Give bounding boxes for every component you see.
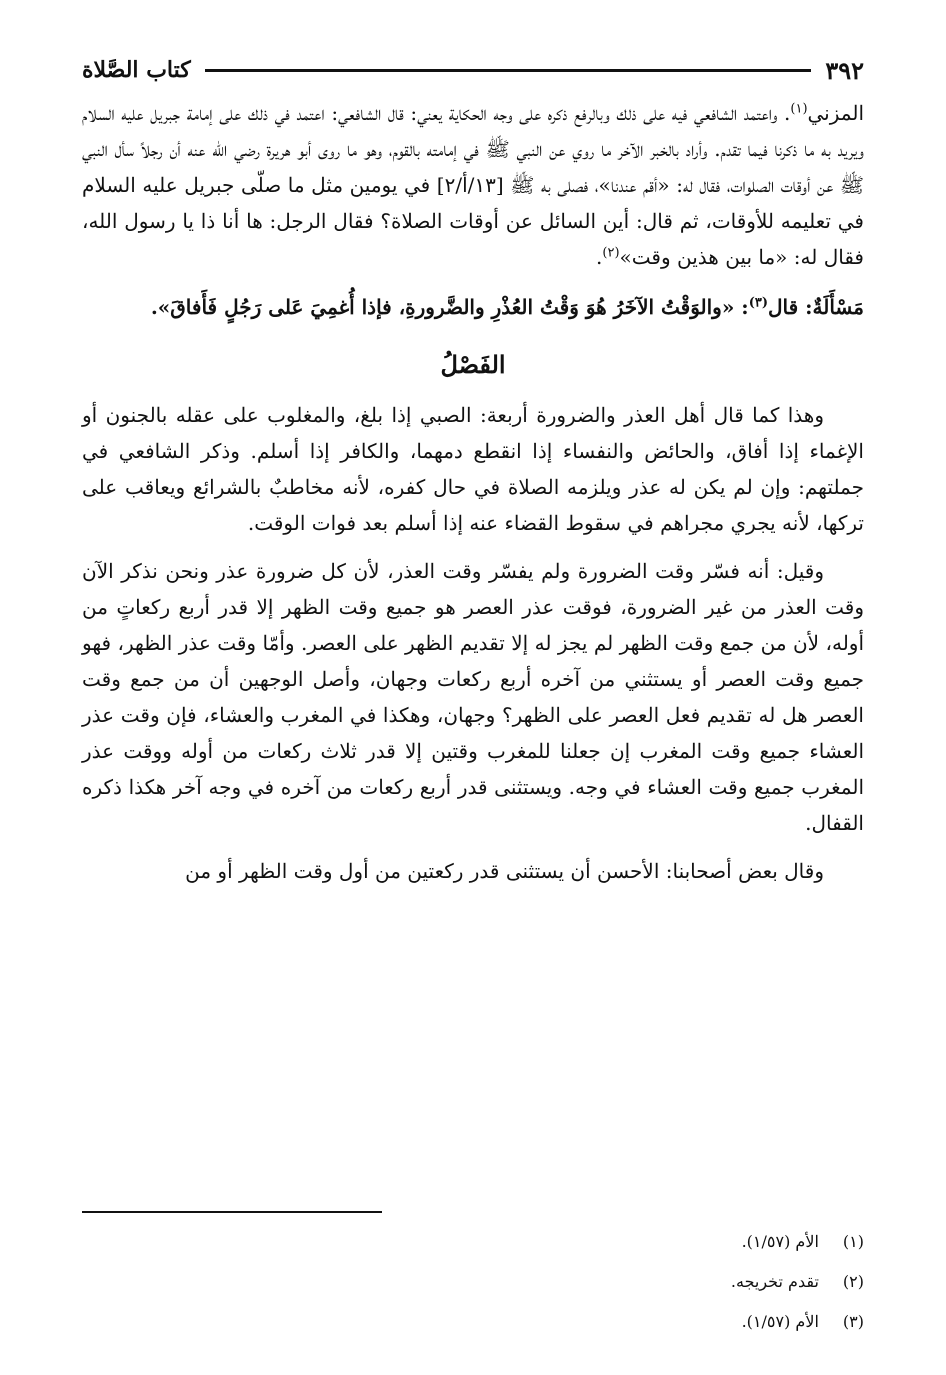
paragraph-4: وقال بعض أصحابنا: الأحسن أن يستثنى قدر ركعتين من أول وقت الظهر أو من (185, 859, 824, 883)
footnote-ref-2[interactable]: (٢) (602, 245, 620, 261)
footnote-ref-3[interactable]: (٣) (748, 295, 768, 311)
footnote-text: الأم (١/٥٧). (741, 1232, 819, 1251)
masala-label: مَسْأَلَةٌ: (805, 295, 864, 319)
masala-paragraph: مَسْأَلَةٌ: قال$^{(٣)}$: «والوَقْتُ الآخَرُ هُوَ وَقْتُ العُذْرِ والضَّرورةِ، فإذا أُغمِيَ عَلى رَجُلٍ فَأَفاقَ». (150, 295, 864, 319)
footnote-ref-1[interactable]: (١) (790, 101, 808, 117)
section-title: الفَصْلُ (440, 350, 506, 379)
footnote-number: (١) (842, 1232, 864, 1251)
paragraph-3: وقيل: أنه فسّر وقت الضرورة ولم يفسّر وقت العذر، لأن كل ضرورة عذر ونحن نذكر الآن وقت العذر من غير الضرورة، فوقت عذر العصر هو جميع وقت الظهر إلا قدر أربع ركعاتٍ من أوله، لأن من جمع وقت الظهر لم يجز له إلا تقديم الظهر على العصر. وأمّا وقت عذر الظهر، فهو جميع وقت العصر أو يستثني من آخره أربع ركعات وجهان، وأصل الوجهين أن من جمع وقت العصر هل له تقديم فعل العصر على الظهر؟ وجهان، وهكذا في المغرب والعشاء، فإن وقت عذر العشاء جميع وقت المغرب إن جعلنا للمغرب وقتين إلا قدر ثلاث ركعات من أوله ووقت عذر المغرب جميع وقت العشاء في وجه. ويستثنى قدر أربع ركعات من آخره في وجه آخر هكذا ذكره القفال. (82, 559, 864, 835)
footnote-text: الأم (١/٥٧). (741, 1312, 819, 1331)
page-header (82, 50, 864, 90)
footnote-3 (82, 1302, 864, 1342)
paragraph-2: وهذا كما قال أهل العذر والضرورة أربعة: الصبي إذا بلغ، والمغلوب على عقله بالجنون أو الإغماء إذا أفاق، والحائض والنفساء إذا انقطع دمهما، والكافر إذا أسلم. وذكر الشافعي في جملتهم: وإن لم يكن له عذر ويلزمه الصلاة في حال كفره، لأنه مخاطبٌ بالشرائع ويعاقب على تركها، لأنه يجري مجراهم في سقوط القضاء عنه إذا أسلم بعد فوات الوقت. (82, 403, 864, 535)
footnotes (82, 1222, 864, 1342)
paragraph-1: المزني$^{(١)}$. واعتمد الشافعي فيه على ذلك وبالرفع ذكره على وجه الحكاية يعني: قال الشافعي: اعتمد في ذلك على إمامة جبريل عليه السلام ويريد به ما ذكرنا فيما تقدم. وأراد بالخبر الآخر ما روي عن النبي ﷺ في إمامته بالقوم، وهو ما روى أبو هريرة رضي الله عنه أن رجلاً سأل النبي ﷺ عن أوقات الصلوات، فقال له: «أقم عندنا»، فصلى به ﷺ [١٣/أ/٢] في يومين مثل ما صلّى جبريل عليه السلام في تعليمه للأوقات، ثم قال: أين السائل عن أوقات الصلاة؟ فقال الرجل: ها أنا ذا يا رسول الله، فقال له: «ما بين هذين وقت»$^{(٢)}$. (82, 101, 864, 269)
footnote-text: تقدم تخريجه. (730, 1272, 819, 1291)
header-rule (205, 69, 812, 72)
footnote-2 (82, 1262, 864, 1302)
page-number: ٣٩٢ (825, 55, 864, 85)
footnote-number: (٢) (842, 1272, 864, 1291)
footnote-number: (٣) (842, 1312, 864, 1331)
footnote-divider (82, 1211, 382, 1213)
footnote-1 (82, 1222, 864, 1262)
main-text (82, 95, 864, 889)
book-title: كتاب الصَّلاة (82, 57, 191, 83)
